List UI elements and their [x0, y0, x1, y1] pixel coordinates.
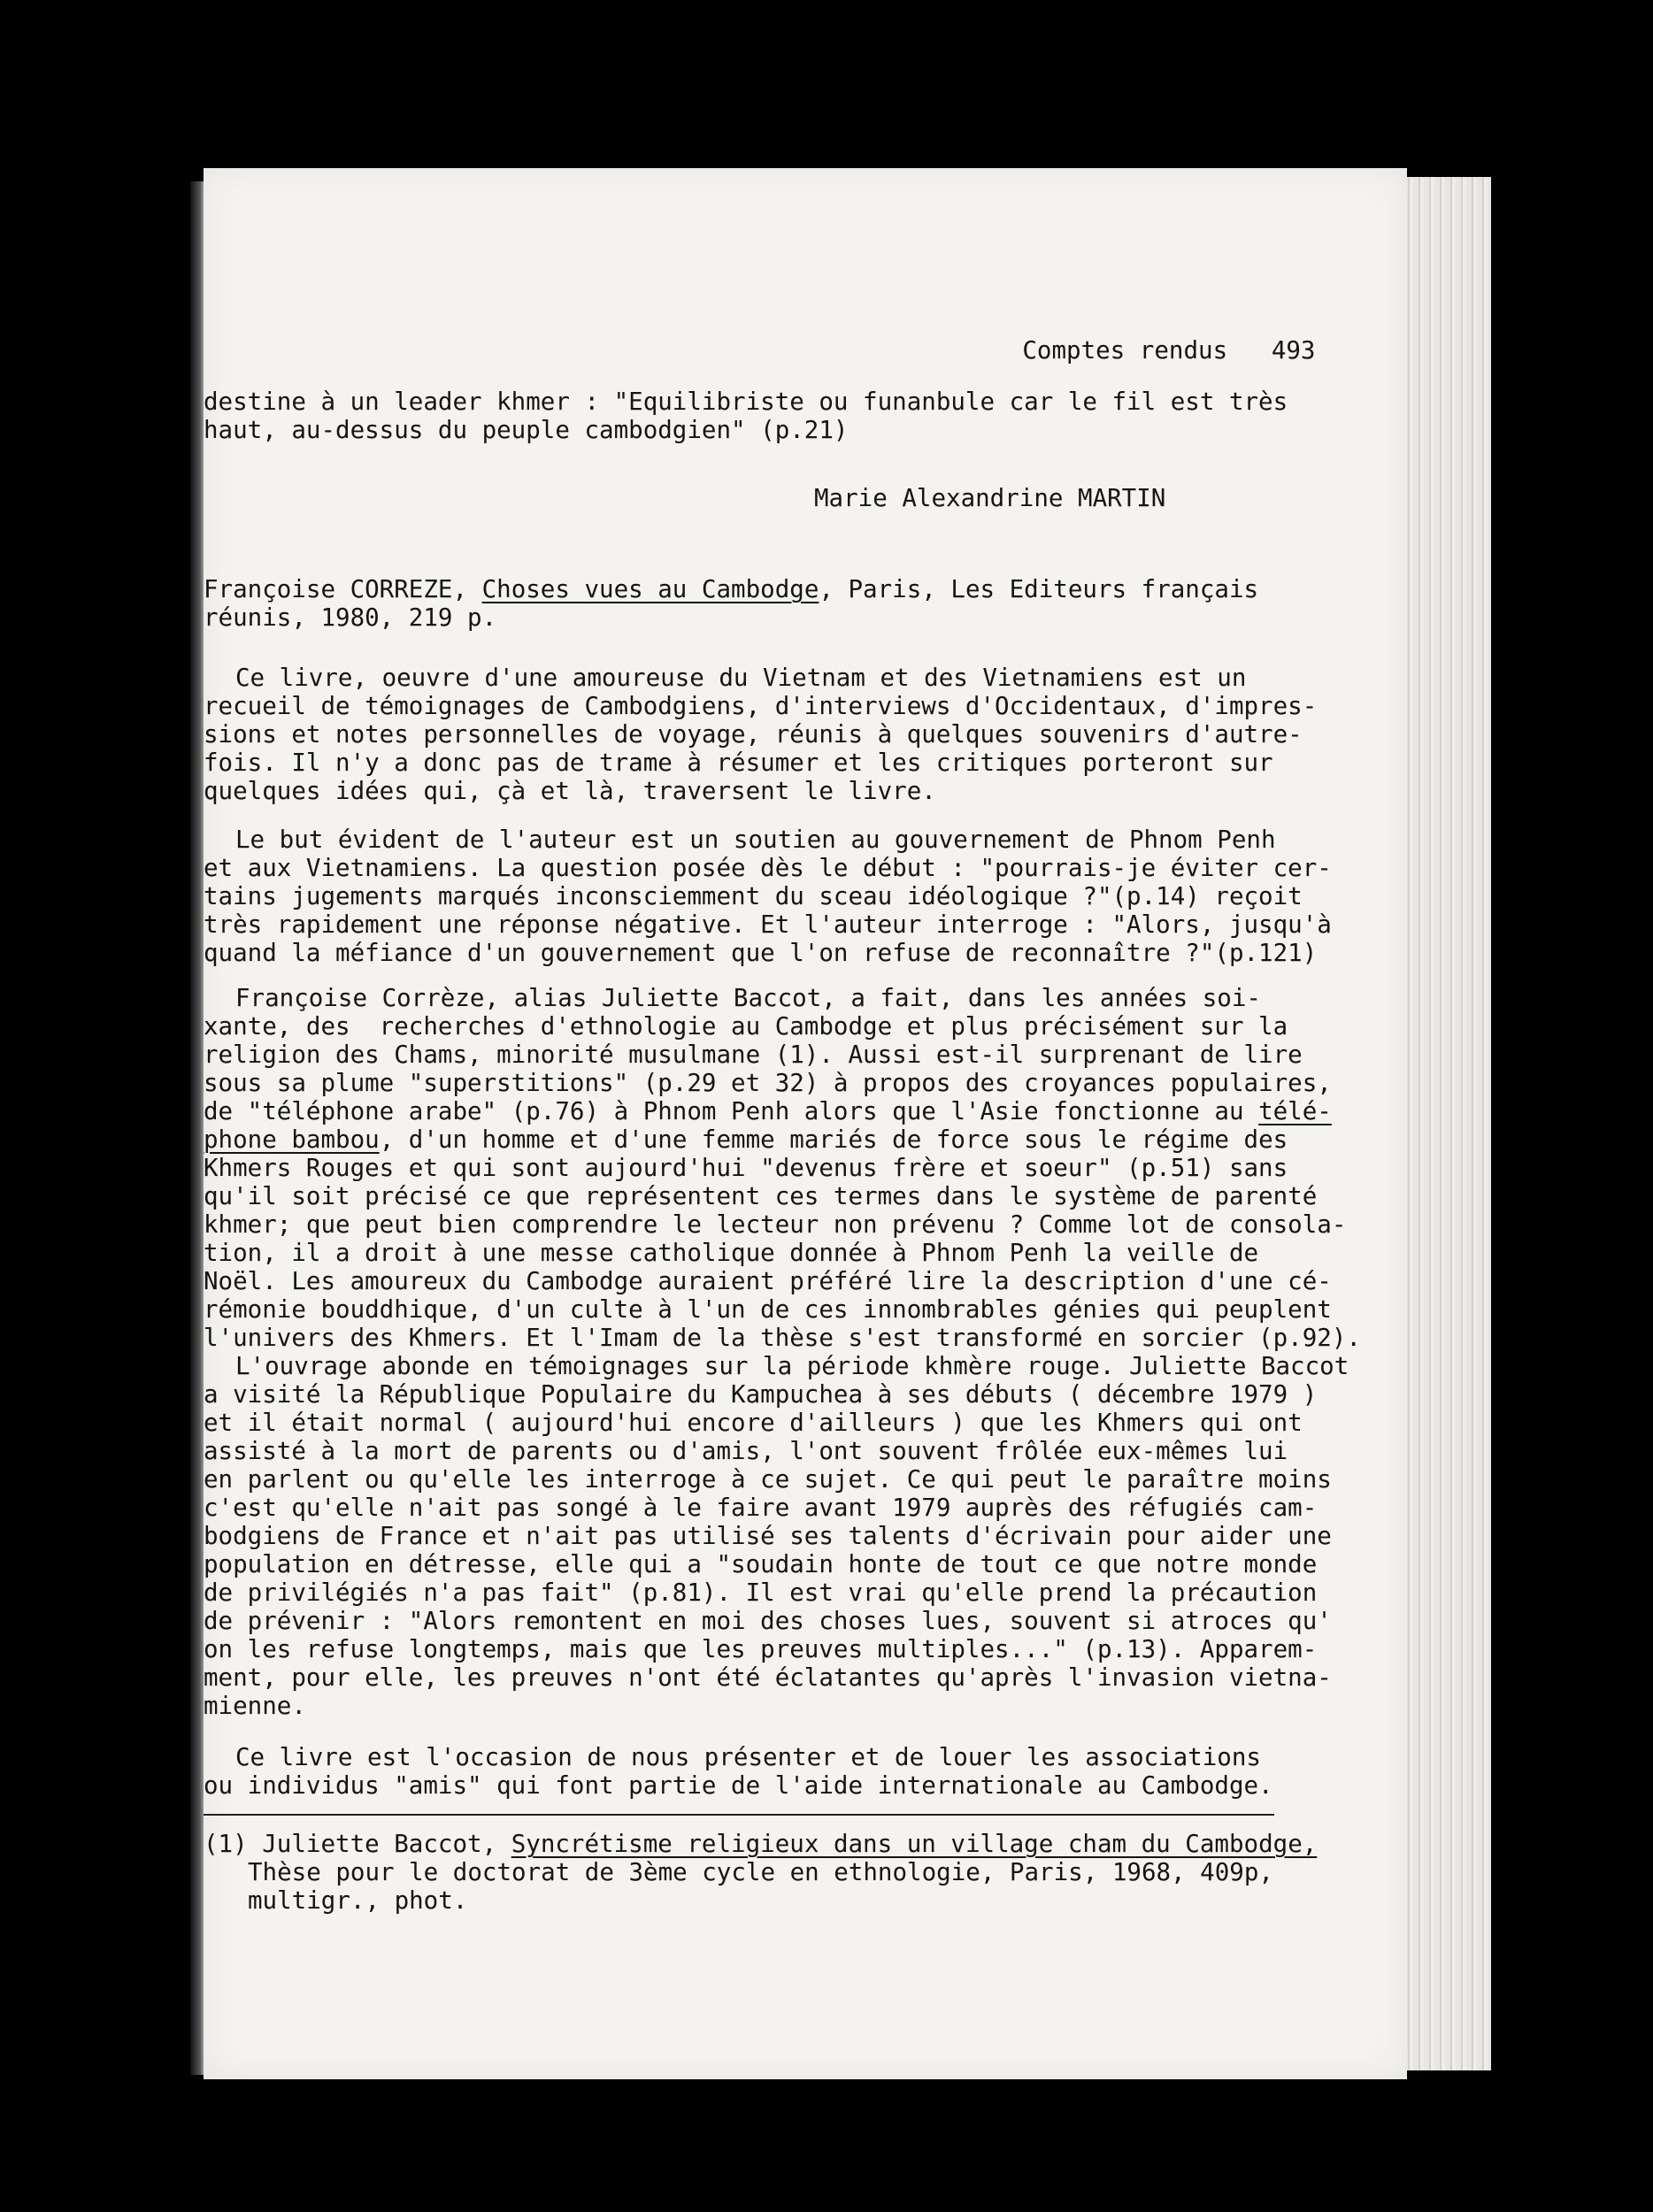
paragraph-line: sous sa plume "superstitions" (p.29 et 32) à propos des croyances populaires,: [204, 1069, 1332, 1097]
page-number: 493: [1271, 336, 1316, 365]
page-text: [204, 168, 1407, 2079]
paragraph-line: c'est qu'elle n'ait pas songé à le faire avant 1979 auprès des réfugiés cam-: [204, 1494, 1318, 1522]
paragraph-line: l'univers des Khmers. Et l'Imam de la thèse s'est transformé en sorcier (p.92).: [204, 1324, 1361, 1352]
paragraph-line: religion des Chams, minorité musulmane (1). Aussi est-il surprenant de lire: [204, 1041, 1303, 1069]
paragraph-line: [204, 1125, 1288, 1154]
paragraph-line: recueil de témoignages de Cambodgiens, d'interviews d'Occidentaux, d'impres-: [204, 692, 1318, 720]
paragraph-line: quand la méfiance d'un gouvernement que l'on refuse de reconnaître ?"(p.121): [204, 939, 1318, 967]
paragraph-line: on les refuse longtemps, mais que les preuves multiples..." (p.13). Apparem-: [204, 1635, 1318, 1663]
paragraph-line: ou individus "amis" qui font partie de l'aide internationale au Cambodge.: [204, 1771, 1273, 1800]
paragraph-text: de "téléphone arabe" (p.76) à Phnom Penh alors que l'Asie fonctionne au: [204, 1097, 1259, 1125]
paragraph-line: Noël. Les amoureux du Cambodge auraient préféré lire la description d'une cé-: [204, 1267, 1332, 1295]
page-edges: [1403, 177, 1491, 2070]
paragraph-line: xante, des recherches d'ethnologie au Cambodge et plus précisément sur la: [204, 1012, 1288, 1041]
paragraph-line: de privilégiés n'a pas fait" (p.81). Il est vrai qu'elle prend la précaution: [204, 1578, 1318, 1607]
footnote-line: multigr., phot.: [248, 1886, 468, 1915]
footnote: [204, 1830, 1317, 1858]
paragraph-line: bodgiens de France et n'ait pas utilisé ses talents d'écrivain pour aider une: [204, 1522, 1332, 1550]
paragraph-line: très rapidement une réponse négative. Et l'auteur interroge : "Alors, jusqu'à: [204, 910, 1332, 939]
paragraph-text: , d'un homme et d'une femme mariés de force sous le régime des: [379, 1125, 1288, 1154]
paragraph-line: et aux Vietnamiens. La question posée dès le début : "pourrais-je éviter cer-: [204, 854, 1332, 882]
paragraph-line: L'ouvrage abonde en témoignages sur la période khmère rouge. Juliette Baccot: [235, 1352, 1349, 1380]
book-title: Choses vues au Cambodge: [481, 575, 819, 603]
book-citation: [204, 575, 1258, 603]
reviewer-signature: Marie Alexandrine MARTIN: [814, 484, 1166, 512]
paragraph-line: Françoise Corrèze, alias Juliette Baccot, a fait, dans les années soi-: [235, 984, 1261, 1012]
paragraph-line: qu'il soit précisé ce que représentent ces termes dans le système de parenté: [204, 1182, 1318, 1210]
paragraph-line: population en détresse, elle qui a "soudain honte de tout ce que notre monde: [204, 1550, 1318, 1578]
paragraph-line: en parlent ou qu'elle les interroge à ce sujet. Ce qui peut le paraître moins: [204, 1465, 1332, 1494]
footnote-rule: [204, 1814, 1274, 1816]
footnote-line: Thèse pour le doctorat de 3ème cycle en ethnologie, Paris, 1968, 409p,: [248, 1858, 1273, 1886]
footnote-title: Syncrétisme religieux dans un village cham du Cambodge,: [511, 1830, 1318, 1858]
paragraph-line: Khmers Rouges et qui sont aujourd'hui "devenus frère et soeur" (p.51) sans: [204, 1154, 1288, 1182]
paragraph-line: quelques idées qui, çà et là, traversent le livre.: [204, 777, 936, 805]
paragraph-line: [204, 1097, 1332, 1125]
footnote-marker: (1): [204, 1830, 248, 1858]
paragraph-line: fois. Il n'y a donc pas de trame à résumer et les critiques porteront sur: [204, 749, 1273, 777]
paragraph-line: tion, il a droit à une messe catholique donnée à Phnom Penh la veille de: [204, 1239, 1259, 1267]
header-title: Comptes rendus: [1022, 336, 1228, 365]
prev-review-line: destine à un leader khmer : "Equilibriste ou funanbule car le fil est très: [204, 388, 1288, 416]
paragraph-line: assisté à la mort de parents ou d'amis, l'ont souvent frôlée eux-mêmes lui: [204, 1437, 1288, 1465]
underlined-term: phone bambou: [204, 1125, 380, 1154]
running-header: [934, 308, 1315, 393]
prev-review-line: haut, au-dessus du peuple cambodgien" (p.21): [204, 416, 849, 444]
book-page: [204, 168, 1407, 2079]
paragraph-line: de prévenir : "Alors remontent en moi des choses lues, souvent si atroces qu': [204, 1607, 1332, 1635]
book-publisher: , Paris, Les Editeurs français: [819, 575, 1259, 603]
paragraph-line: Ce livre, oeuvre d'une amoureuse du Vietnam et des Vietnamiens est un: [235, 664, 1247, 692]
paragraph-line: ment, pour elle, les preuves n'ont été éclatantes qu'après l'invasion vietna-: [204, 1663, 1332, 1692]
underlined-term: télé-: [1258, 1097, 1332, 1125]
footnote-author: Juliette Baccot,: [262, 1830, 497, 1858]
paragraph-line: sions et notes personnelles de voyage, réunis à quelques souvenirs d'autre-: [204, 720, 1303, 749]
paragraph-line: Le but évident de l'auteur est un soutien au gouvernement de Phnom Penh: [235, 826, 1276, 854]
paragraph-line: khmer; que peut bien comprendre le lecteur non prévenu ? Comme lot de consola-: [204, 1210, 1347, 1239]
paragraph-line: a visité la République Populaire du Kampuchea à ses débuts ( décembre 1979 ): [204, 1380, 1318, 1409]
paragraph-line: Ce livre est l'occasion de nous présenter et de louer les associations: [235, 1743, 1261, 1771]
paragraph-line: rémonie bouddhique, d'un culte à l'un de ces innombrables génies qui peuplent: [204, 1295, 1332, 1324]
paragraph-line: et il était normal ( aujourd'hui encore d'ailleurs ) que les Khmers qui ont: [204, 1409, 1303, 1437]
paragraph-line: tains jugements marqués inconsciemment du sceau idéologique ?"(p.14) reçoit: [204, 882, 1303, 910]
book-citation-line2: réunis, 1980, 219 p.: [204, 603, 497, 632]
paragraph-line: mienne.: [204, 1692, 306, 1720]
book-author: Françoise CORREZE,: [204, 575, 468, 603]
